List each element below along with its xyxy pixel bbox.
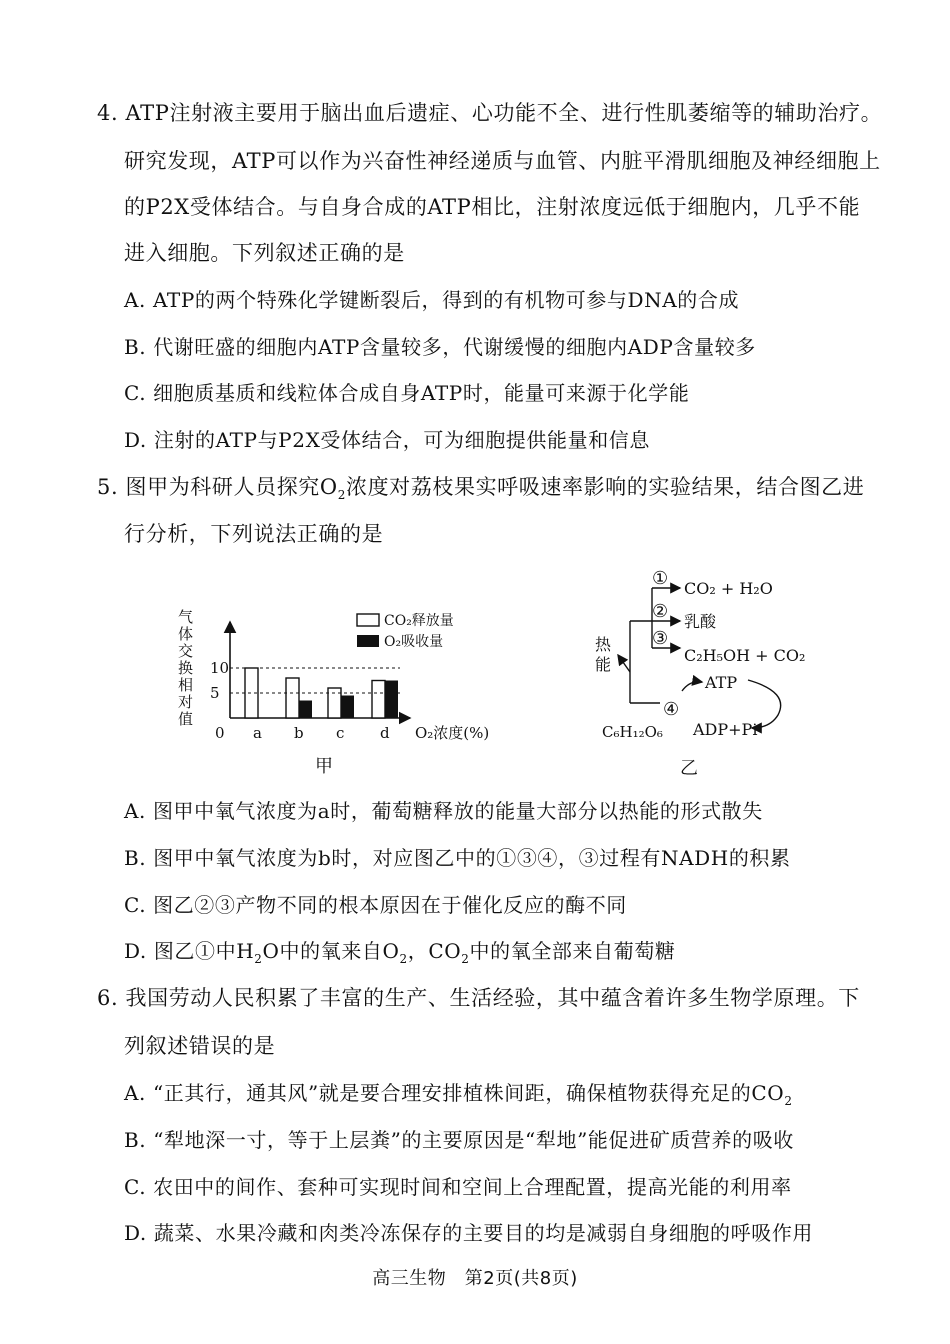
- product-2: 乳酸: [684, 612, 717, 631]
- q5-option-d-sub-3: 2: [461, 952, 470, 966]
- legend-o2: O₂吸收量: [384, 634, 444, 650]
- q5-option-d-text-1: D. 图乙①中H: [124, 939, 255, 963]
- heat-label-2: 能: [595, 655, 612, 674]
- q6-option-a-text: A. “正其行，通其风”就是要合理安排植株间距，确保植物获得充足的CO: [124, 1081, 785, 1105]
- product-1: CO₂ + H₂O: [684, 579, 773, 598]
- atp-label: ATP: [705, 673, 738, 692]
- q5-option-d-sub-1: 2: [254, 952, 263, 966]
- y-tick-label: 10: [210, 659, 230, 677]
- q5-option-a: A. 图甲中氧气浓度为a时，葡萄糖释放的能量大部分以热能的形式散失: [124, 799, 763, 823]
- y-axis-label-char: 值: [178, 710, 194, 728]
- bar-o2-c: [341, 696, 354, 719]
- q4-option-c: C. 细胞质基质和线粒体合成自身ATP时，能量可来源于化学能: [124, 381, 690, 405]
- x-tick-label: c: [336, 724, 345, 742]
- q5-option-d: [124, 936, 676, 974]
- q5-stem-line-2: 行分析，下列说法正确的是: [124, 522, 384, 546]
- step-2-label: ②: [652, 601, 669, 622]
- q5-option-b: B. 图甲中氧气浓度为b时，对应图乙中的①③④，③过程有NADH的积累: [124, 846, 791, 870]
- bar-co2-b: [286, 678, 299, 718]
- step-4-label: ④: [663, 699, 680, 720]
- q5-stem-text-a: 5. 图甲为科研人员探究O: [97, 475, 338, 499]
- q6-option-c: C. 农田中的间作、套种可实现时间和空间上合理配置，提高光能的利用率: [124, 1175, 792, 1199]
- page-footer: 高三生物 第2页(共8页): [372, 1268, 578, 1289]
- bar-o2-b: [299, 701, 312, 719]
- q5-option-c: C. 图乙②③产物不同的根本原因在于催化反应的酶不同: [124, 893, 627, 917]
- q4-stem-line-4: 进入细胞。下列叙述正确的是: [124, 241, 405, 265]
- q6-option-b: B. “犁地深一寸，等于上层粪”的主要原因是“犁地”能促进矿质营养的吸收: [124, 1128, 794, 1152]
- bar-o2-d: [385, 681, 398, 719]
- q5-figure: [0, 560, 950, 790]
- y-axis-label-char: 交: [178, 642, 194, 660]
- q5-option-d-text-4: 中的氧全部来自葡萄糖: [469, 939, 676, 963]
- diagram-yi: [595, 568, 805, 779]
- y-axis-label-char: 气: [178, 608, 194, 626]
- q6-stem-line-2: 列叙述错误的是: [124, 1034, 276, 1058]
- atp-synthesis-arrow: [682, 682, 702, 691]
- x-tick-label: a: [253, 724, 262, 742]
- origin-label: 0: [215, 724, 225, 742]
- x-tick-label: d: [380, 724, 390, 742]
- q4-option-a: A. ATP的两个特殊化学键断裂后，得到的有机物可参与DNA的合成: [124, 288, 740, 312]
- diagram-title: 乙: [680, 758, 698, 779]
- heat-label-1: 热: [595, 635, 612, 654]
- q5-stem-line-1: [97, 472, 864, 510]
- y-axis-label-char: 对: [178, 693, 194, 711]
- q6-option-a-sub: 2: [784, 1094, 793, 1108]
- y-axis-label-char: 相: [178, 676, 194, 694]
- q6-stem-line-1: 6. 我国劳动人民积累了丰富的生产、生活经验，其中蕴含着许多生物学原理。下: [97, 986, 860, 1010]
- q5-stem-text-b: 浓度对荔枝果实呼吸速率影响的实验结果，结合图乙进: [345, 475, 865, 499]
- bars: [245, 668, 398, 742]
- y-axis-label: [178, 608, 193, 728]
- x-axis-label: O₂浓度(%): [415, 724, 490, 742]
- q5-figure-svg: [0, 560, 950, 790]
- q6-option-d: D. 蔬菜、水果冷藏和肉类冷冻保存的主要目的均是减弱自身细胞的呼吸作用: [124, 1221, 814, 1245]
- x-tick-label: b: [294, 724, 304, 742]
- q4-stem-line-2: 研究发现，ATP可以作为兴奋性神经递质与血管、内脏平滑肌细胞及神经细胞上: [124, 149, 881, 173]
- step-1-label: ①: [652, 568, 669, 589]
- q5-option-d-text-2: O中的氧来自O: [262, 939, 400, 963]
- product-3: C₂H₅OH + CO₂: [684, 646, 806, 665]
- bar-co2-d: [372, 681, 385, 719]
- y-axis-label-char: 换: [178, 659, 194, 677]
- q6-option-a: [124, 1078, 793, 1116]
- legend-co2: CO₂释放量: [384, 613, 454, 629]
- legend-swatch-o2: [357, 635, 379, 647]
- q5-stem-sub: 2: [337, 488, 346, 503]
- adp-label: ADP+Pi: [693, 720, 758, 739]
- chart-title: 甲: [315, 756, 333, 777]
- glucose-label: C₆H₁₂O₆: [602, 723, 663, 741]
- step-3-label: ③: [652, 628, 669, 649]
- y-tick-label: 5: [210, 684, 220, 702]
- q5-option-d-text-3: ，CO: [407, 939, 462, 963]
- y-axis-label-char: 体: [178, 625, 194, 643]
- q4-stem-line-3: 的P2X受体结合。与自身合成的ATP相比，注射浓度远低于细胞内，几乎不能: [124, 195, 861, 219]
- q4-option-d: D. 注射的ATP与P2X受体结合，可为细胞提供能量和信息: [124, 428, 651, 452]
- heat-arrow: [618, 655, 630, 672]
- q4-stem-line-1: 4. ATP注射液主要用于脑出血后遗症、心功能不全、进行性肌萎缩等的辅助治疗。: [97, 101, 883, 125]
- q4-option-b: B. 代谢旺盛的细胞内ATP含量较多，代谢缓慢的细胞内ADP含量较多: [124, 335, 756, 359]
- chart-jia: [178, 608, 489, 777]
- q5-option-d-sub-2: 2: [399, 952, 408, 966]
- legend-swatch-co2: [357, 614, 379, 626]
